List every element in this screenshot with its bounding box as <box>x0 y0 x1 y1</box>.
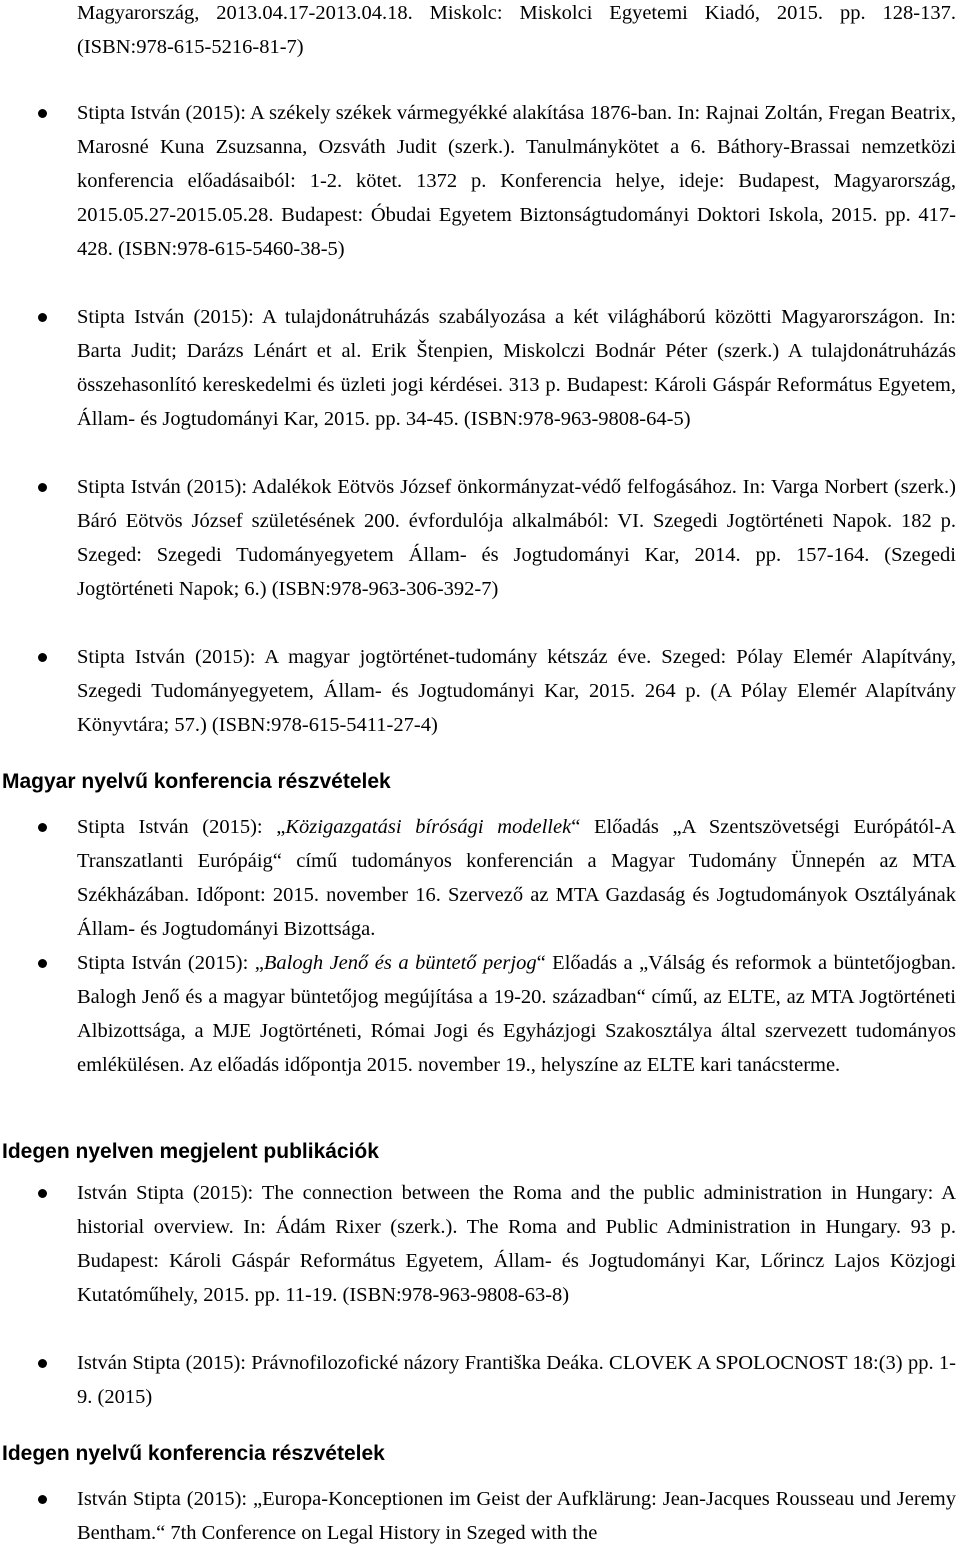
list-item: István Stipta (2015): The connection between the Roma and the public administration in Hungary: A historial overview. In: Ádám Rixer (szerk.). The Roma and Public Administration in Hungary. 93 p. Budapest: Károli Gáspár Református Egyetem, Állam- és Jogtudományi Kar, Lőrincz Lajos Közjogi Kutatóműhely, 2015. pp. 11-19. (ISBN:978-963-9808-63-8) <box>77 1182 956 1306</box>
list-item <box>77 810 956 946</box>
bullet-icon <box>38 1359 47 1368</box>
bullet-icon <box>38 483 47 492</box>
list-item: István Stipta (2015): „Europa-Konceptionen im Geist der Aufklärung: Jean-Jacques Rousseau und Jeremy Bentham.“ 7th Conference on Legal History in Szeged with the <box>77 1488 956 1544</box>
list-item: Stipta István (2015): A magyar jogtörténet-tudomány kétszáz éve. Szeged: Pólay Elemér Alapítvány, Szegedi Tudományegyetem, Állam- és Jogtudományi Kar, 2015. 264 p. (A Pólay Elemér Alapítvány Könyvtára; 57.) (ISBN:978-615-5411-27-4) <box>77 646 956 736</box>
intro-continuation: Magyarország, 2013.04.17-2013.04.18. Miskolc: Miskolci Egyetemi Kiadó, 2015. pp. 128-137. (ISBN:978-615-5216-81-7) <box>77 2 956 58</box>
section-heading: Magyar nyelvű konferencia részvételek <box>2 770 391 793</box>
bullet-icon <box>38 653 47 662</box>
item-text: Stipta István (2015): „ <box>77 952 264 974</box>
bullet-icon <box>38 313 47 322</box>
section-heading: Idegen nyelven megjelent publikációk <box>2 1140 379 1163</box>
list-item: Stipta István (2015): A székely székek vármegyékké alakítása 1876-ban. In: Rajnai Zoltán, Fregan Beatrix, Marosné Kuna Zsuzsanna, Ozsváth Judit (szerk.). Tanulmánykötet a 6. Báthory-Brassai nemzetközi konferencia előadásaiból: 1-2. kötet. 1372 p. Konferencia helye, ideje: Budapest, Magyarország, 2015.05.27-2015.05.28. Budapest: Óbudai Egyetem Biztonságtudományi Doktori Iskola, 2015. pp. 417-428. (ISBN:978-615-5460-38-5) <box>77 102 956 260</box>
list-item <box>77 946 956 1082</box>
talk-title: Közigazgatási bírósági modellek <box>285 816 572 838</box>
bullet-icon <box>38 1495 47 1504</box>
item-text: Stipta István (2015): „ <box>77 816 286 838</box>
item-text: “ Előadás a „Válság és reformok a büntetőjogban. Balogh Jenő és a magyar büntetőjog megújítása a 19-20. században“ című, az ELTE, az MTA Jogtörténeti Albizottsága, a MJE Jogtörténeti, Római Jogi és Egyházjogi Szakosztálya által szervezett tudományos emlékülésen. Az előadás időpontja 2015. november 19., helyszíne az ELTE kari tanácsterme. <box>77 952 956 1076</box>
bullet-icon <box>38 1189 47 1198</box>
bullet-icon <box>38 823 47 832</box>
list-item: István Stipta (2015): Právnofilozofické názory Františka Deáka. CLOVEK A SPOLOCNOST 18:(3) pp. 1-9. (2015) <box>77 1352 956 1408</box>
talk-title: Balogh Jenő és a büntető perjog <box>263 952 537 974</box>
bullet-icon <box>38 109 47 118</box>
section-heading: Idegen nyelvű konferencia részvételek <box>2 1442 385 1465</box>
list-item: Stipta István (2015): A tulajdonátruházás szabályozása a két világháború közötti Magyarországon. In: Barta Judit; Darázs Lénárt et al. Erik Štenpien, Miskolczi Bodnár Péter (szerk.) A tulajdonátruházás összehasonlító kereskedelmi és üzleti jogi kérdései. 313 p. Budapest: Károli Gáspár Református Egyetem, Állam- és Jogtudományi Kar, 2015. pp. 34-45. (ISBN:978-963-9808-64-5) <box>77 306 956 430</box>
bullet-icon <box>38 959 47 968</box>
list-item: Stipta István (2015): Adalékok Eötvös József önkormányzat-védő felfogásához. In: Varga Norbert (szerk.) Báró Eötvös József születésének 200. évfordulója alkalmából: VI. Szegedi Jogtörténeti Napok. 182 p. Szeged: Szegedi Tudományegyetem Állam- és Jogtudományi Kar, 2014. pp. 157-164. (Szegedi Jogtörténeti Napok; 6.) (ISBN:978-963-306-392-7) <box>77 476 956 600</box>
item-text: “ Előadás „A Szentszövetségi Európától-A Transzatlanti Európáig“ című tudományos konferencián a Magyar Tudomány Ünnepén az MTA Székházában. Időpont: 2015. november 16. Szervező az MTA Gazdaság és Jogtudományok Osztályának Állam- és Jogtudományi Bizottsága. <box>77 816 956 940</box>
